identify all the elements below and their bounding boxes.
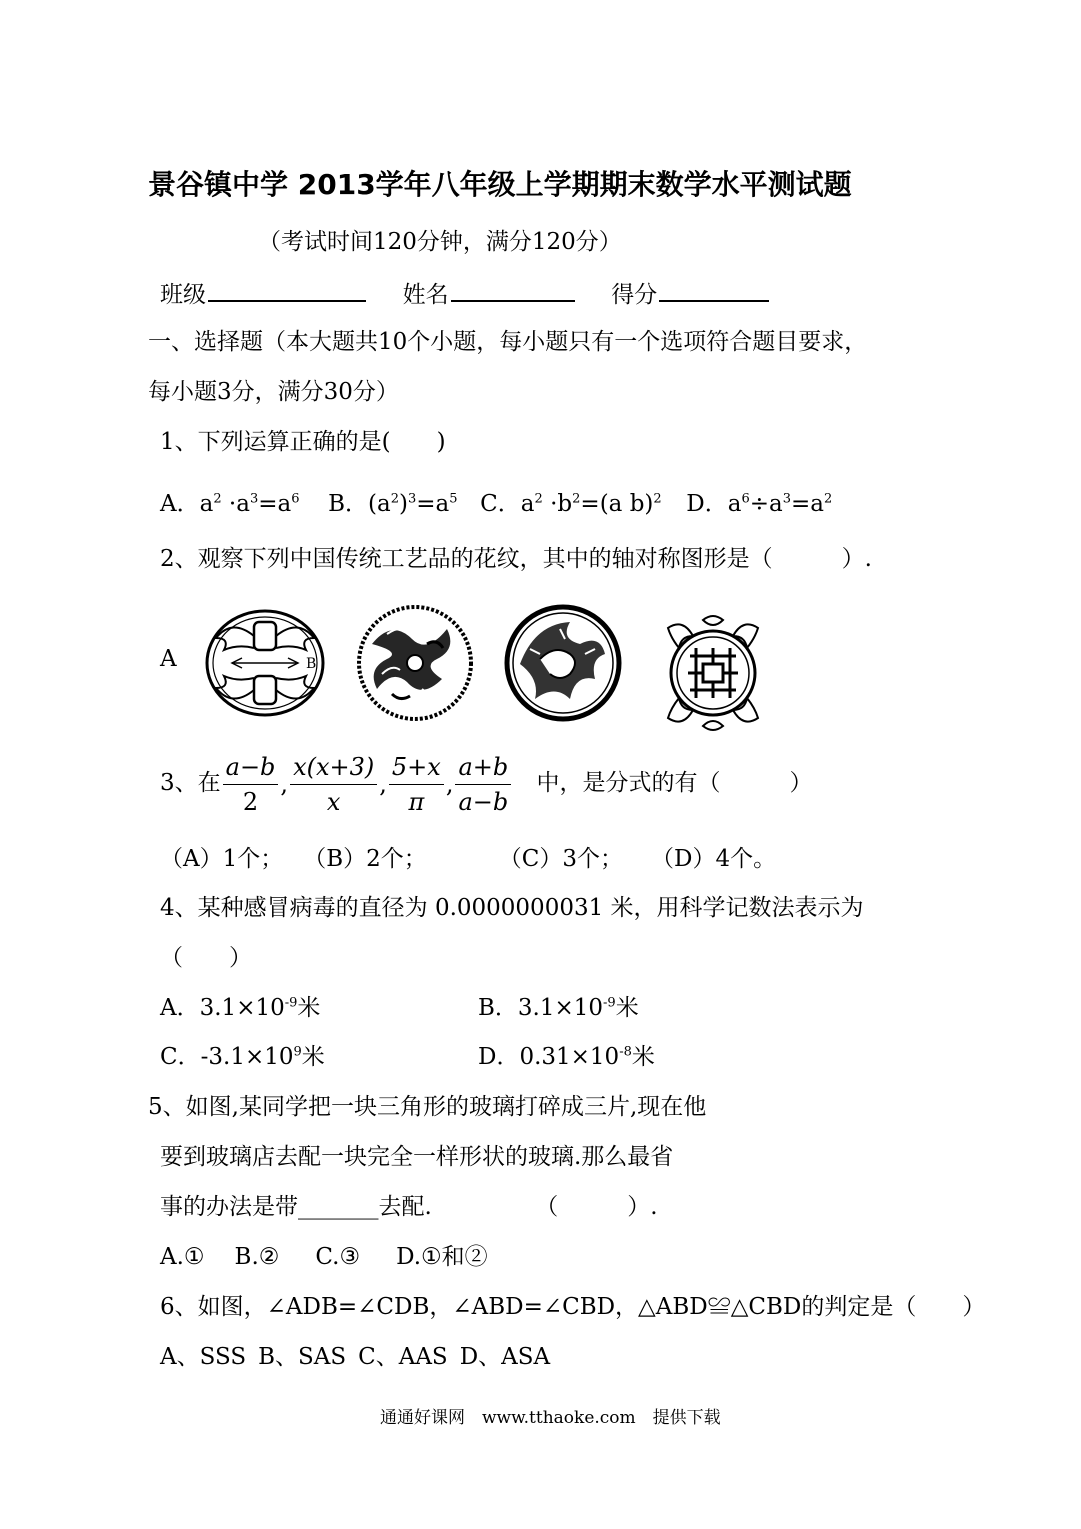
- option-4d: D．$0.31\times 10^{-8}$米: [478, 1044, 655, 1070]
- option-4b: B．$3.1\times 10^{-9}$米: [478, 995, 639, 1021]
- exam-info: （考试时间120分钟，满分120分）: [258, 229, 622, 255]
- page-title: 景谷镇中学 2013学年八年级上学期期末数学水平测试题: [148, 168, 852, 201]
- question-3-options: （A）1个； （B）2个； （C）3个； （D）4个。: [160, 846, 777, 872]
- question-1: 1、下列运算正确的是( ): [160, 429, 446, 455]
- question-6: 6、如图，∠ADB=∠CDB，∠ABD=∠CBD，△ABD≌△CBD的判定是（ ）: [160, 1294, 986, 1320]
- score-blank[interactable]: [659, 278, 769, 302]
- question-4-paren: （ ）: [160, 945, 252, 971]
- option-b-label: B: [306, 656, 317, 672]
- question-5-cont2: 事的办法是带_______去配. （ ）.: [160, 1194, 658, 1220]
- footer-source: 通通好课网 www.tthaoke.com 提供下载: [380, 1408, 721, 1428]
- section-heading-cont: 每小题3分，满分30分）: [148, 379, 399, 405]
- option-4a: A．$3.1\times 10^{-9}$米: [160, 995, 321, 1021]
- class-label: 班级: [160, 282, 206, 308]
- dragon-pattern-figure: [352, 604, 478, 722]
- question-1-options: A．$a^2 \cdot a^3=a^6$ B．$(a^2)^3=a^5$ C．$a^2 \cdot b^2=(a$ b)$^2$ D．$a^6\div a^3=a^2$: [160, 491, 833, 517]
- phoenix-pattern-figure: [500, 604, 626, 722]
- question-5: 5、如图,某同学把一块三角形的玻璃打碎成三片,现在他: [148, 1094, 707, 1120]
- bat-pattern-figure: [202, 608, 328, 718]
- name-blank[interactable]: [451, 278, 575, 302]
- student-info-row: [160, 278, 769, 309]
- option-4c: C．$-3.1\times 10^9$米: [160, 1044, 325, 1070]
- section-heading: 一、选择题（本大题共10个小题，每小题只有一个选项符合题目要求，: [148, 329, 868, 355]
- question-6-options: A、SSS B、SAS C、AAS D、ASA: [160, 1344, 551, 1370]
- question-3: 3、在 $\frac{a-b}{2}$ , $\frac{x(x+3)}{x}$ , $\frac{5+x}{\pi}$ , $\frac{a+b}{a-b}$ 中，是分式的有（ ）: [160, 752, 813, 816]
- class-blank[interactable]: [208, 278, 366, 302]
- question-4: 4、某种感冒病毒的直径为 0.0000000031 米，用科学记数法表示为: [160, 895, 864, 921]
- question-5-options: A.① B.② C.③ D.①和②: [160, 1244, 488, 1270]
- name-label: 姓名: [402, 282, 449, 308]
- shou-pattern-figure: [648, 608, 778, 738]
- score-label: 得分: [611, 282, 658, 308]
- option-a-label: A: [160, 646, 177, 672]
- question-2: 2、观察下列中国传统工艺品的花纹，其中的轴对称图形是（ ）.: [160, 546, 872, 572]
- question-5-cont: 要到玻璃店去配一块完全一样形状的玻璃.那么最省: [160, 1144, 674, 1170]
